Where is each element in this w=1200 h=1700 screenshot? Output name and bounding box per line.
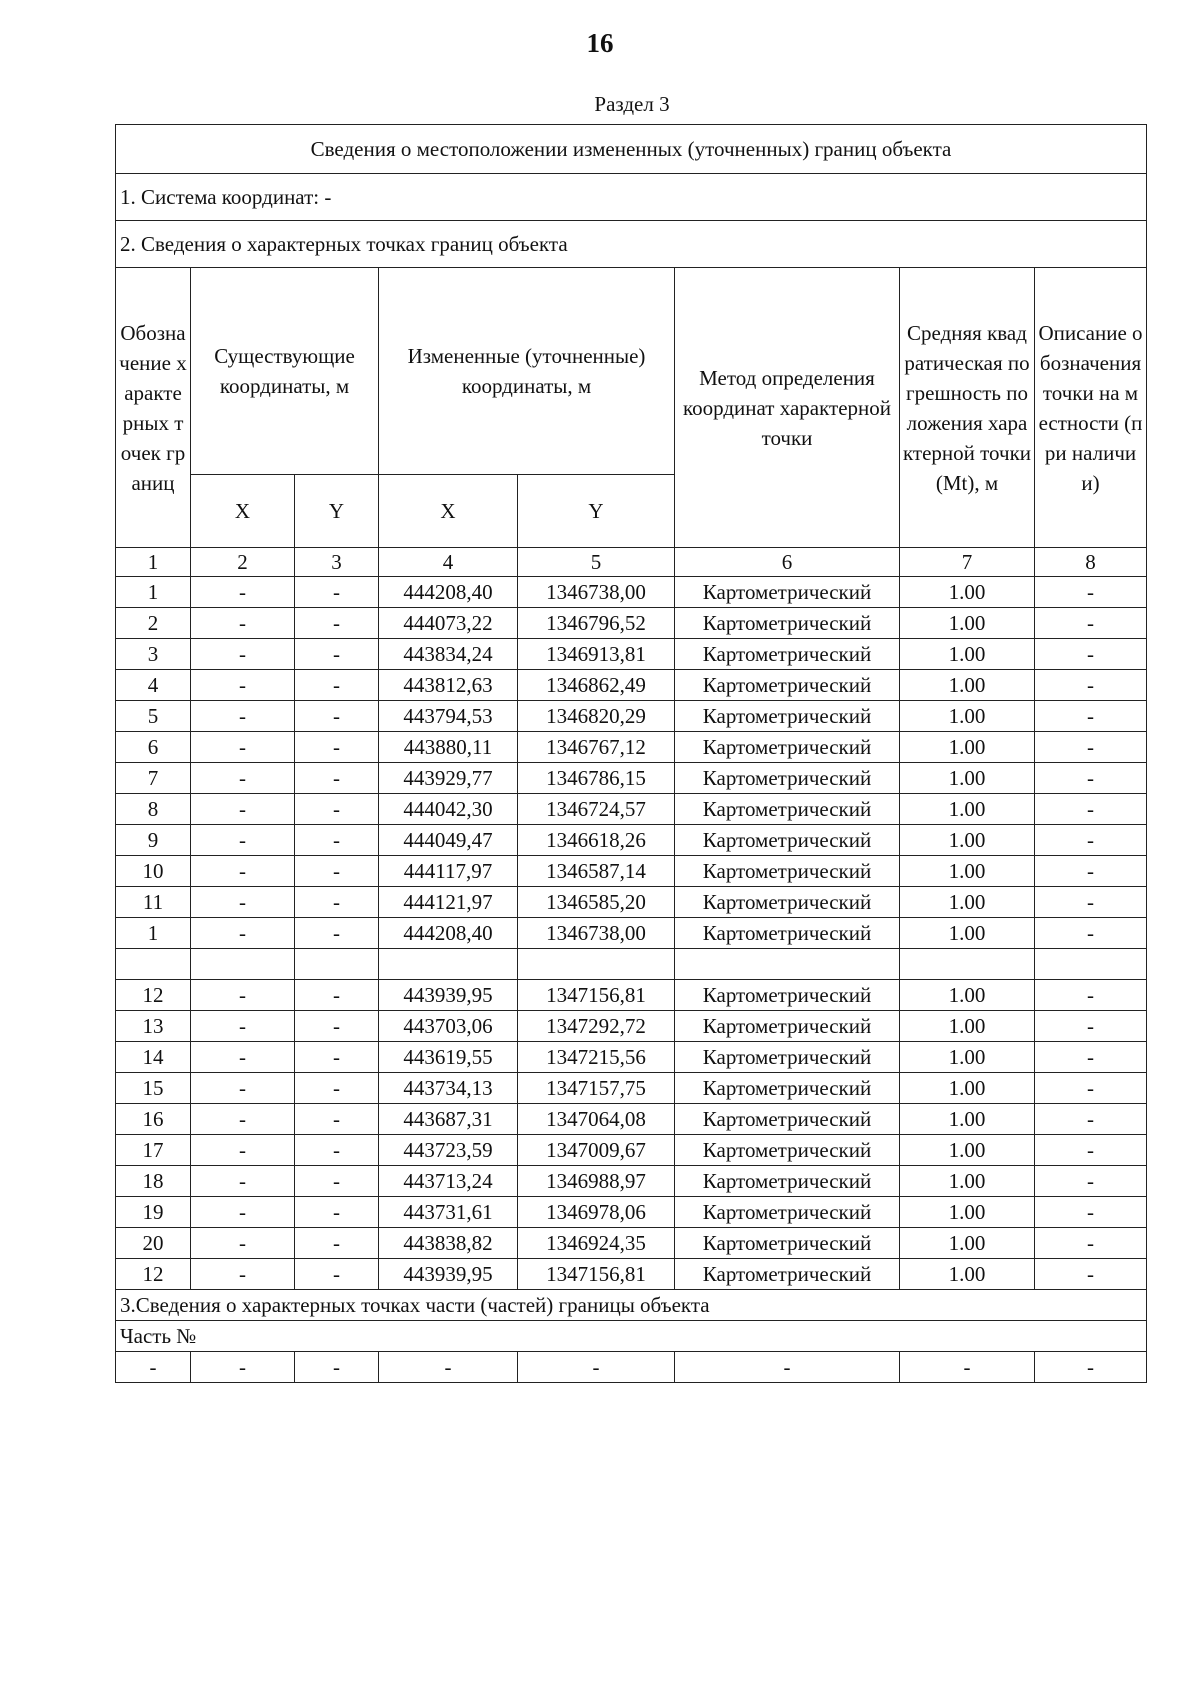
cell-mean-error: 1.00: [900, 1228, 1035, 1259]
cell-point-id: 19: [116, 1197, 191, 1228]
cell-point-id: 2: [116, 608, 191, 639]
table-row: [116, 639, 1147, 670]
header-existing-y: Y: [295, 475, 379, 548]
cell-existing-x: -: [191, 701, 295, 732]
table-row: [116, 856, 1147, 887]
cell-existing-y: -: [295, 1073, 379, 1104]
cell-changed-y: 1346767,12: [518, 732, 675, 763]
cell-point-id: 5: [116, 701, 191, 732]
cell-changed-x: 443939,95: [379, 1259, 518, 1290]
cell-existing-y: -: [295, 577, 379, 608]
cell-changed-y: 1347292,72: [518, 1011, 675, 1042]
cell-description: -: [1035, 1259, 1147, 1290]
section-label: Раздел 3: [594, 92, 670, 116]
cell-description: -: [1035, 1135, 1147, 1166]
cell-mean-error: 7: [900, 548, 1035, 577]
cell-point-id: 17: [116, 1135, 191, 1166]
cell-changed-y: 5: [518, 548, 675, 577]
cell-changed-y: 1346862,49: [518, 670, 675, 701]
parts-heading: 3.Сведения о характерных точках части (частей) границы объекта: [116, 1290, 1147, 1321]
cell-method: Картометрический: [675, 856, 900, 887]
cell-changed-y: 1346820,29: [518, 701, 675, 732]
cell-method: Картометрический: [675, 825, 900, 856]
cell-description: -: [1035, 577, 1147, 608]
cell-description: -: [1035, 1104, 1147, 1135]
cell-existing-x: -: [191, 887, 295, 918]
cell-changed-x: 443929,77: [379, 763, 518, 794]
cell-method: Картометрический: [675, 1073, 900, 1104]
cell-point-id: -: [116, 1352, 191, 1383]
cell-existing-x: -: [191, 1073, 295, 1104]
cell-point-id: 1: [116, 918, 191, 949]
cell-changed-x: 444042,30: [379, 794, 518, 825]
separator-row: [116, 949, 1147, 980]
header-description: Описание обозначения точки на местности (при наличии): [1035, 268, 1147, 548]
cell-point-id: 14: [116, 1042, 191, 1073]
cell-point-id: 6: [116, 732, 191, 763]
cell-method: Картометрический: [675, 1259, 900, 1290]
cell-changed-y: 1346585,20: [518, 887, 675, 918]
cell-changed-y: 1346738,00: [518, 918, 675, 949]
cell-existing-y: -: [295, 856, 379, 887]
cell-method: Картометрический: [675, 732, 900, 763]
parts-row: [116, 1352, 1147, 1383]
page-number: 16: [586, 28, 614, 58]
cell-method: Картометрический: [675, 918, 900, 949]
cell-description: -: [1035, 856, 1147, 887]
cell-mean-error: 1.00: [900, 1073, 1035, 1104]
cell-method: Картометрический: [675, 1042, 900, 1073]
cell-point-id: 10: [116, 856, 191, 887]
boundary-points-table: [115, 124, 1147, 1383]
cell-changed-x: 444121,97: [379, 887, 518, 918]
header-point-designation: Обозначение характерных точек границ: [116, 268, 191, 548]
cell-existing-y: 3: [295, 548, 379, 577]
cell-mean-error: 1.00: [900, 639, 1035, 670]
cell-existing-y: -: [295, 763, 379, 794]
cell-method: Картометрический: [675, 670, 900, 701]
cell-mean-error: 1.00: [900, 670, 1035, 701]
cell-changed-x: 443713,24: [379, 1166, 518, 1197]
cell-mean-error: 1.00: [900, 577, 1035, 608]
cell-changed-y: 1346978,06: [518, 1197, 675, 1228]
cell-description: -: [1035, 670, 1147, 701]
cell-existing-x: -: [191, 608, 295, 639]
cell-existing-y: -: [295, 608, 379, 639]
cell-point-id: 9: [116, 825, 191, 856]
cell-existing-y: -: [295, 794, 379, 825]
table-row: [116, 1135, 1147, 1166]
cell-changed-x: 443838,82: [379, 1228, 518, 1259]
table-row: [116, 1073, 1147, 1104]
cell-changed-y: 1346786,15: [518, 763, 675, 794]
header-mean-error: Средняя квадратическая погрешность положения характерной точки (Mt), м: [900, 268, 1035, 548]
cell-method: Картометрический: [675, 1228, 900, 1259]
cell-changed-x: 443619,55: [379, 1042, 518, 1073]
part-number-label: Часть №: [116, 1321, 1147, 1352]
cell-changed-y: -: [518, 1352, 675, 1383]
cell-mean-error: 1.00: [900, 825, 1035, 856]
cell-changed-x: 444208,40: [379, 918, 518, 949]
cell-method: Картометрический: [675, 887, 900, 918]
cell-changed-y: 1346924,35: [518, 1228, 675, 1259]
cell-changed-x: 443731,61: [379, 1197, 518, 1228]
cell-existing-y: -: [295, 887, 379, 918]
cell-changed-x: 443834,24: [379, 639, 518, 670]
table-row: [116, 887, 1147, 918]
header-changed-y: Y: [518, 475, 675, 548]
cell-existing-x: -: [191, 577, 295, 608]
column-number-row: [116, 548, 1147, 577]
cell-method: Картометрический: [675, 1135, 900, 1166]
cell-point-id: 7: [116, 763, 191, 794]
cell-mean-error: 1.00: [900, 794, 1035, 825]
cell-point-id: 4: [116, 670, 191, 701]
cell-description: -: [1035, 980, 1147, 1011]
cell-existing-y: -: [295, 825, 379, 856]
cell-description: -: [1035, 701, 1147, 732]
cell-changed-x: 443939,95: [379, 980, 518, 1011]
cell-mean-error: 1.00: [900, 1166, 1035, 1197]
table-row: [116, 825, 1147, 856]
cell-existing-x: -: [191, 918, 295, 949]
cell-mean-error: 1.00: [900, 918, 1035, 949]
cell-mean-error: 1.00: [900, 1042, 1035, 1073]
cell-existing-x: -: [191, 856, 295, 887]
cell-point-id: 11: [116, 887, 191, 918]
cell-existing-x: -: [191, 1259, 295, 1290]
table-row: [116, 732, 1147, 763]
table-row: [116, 1197, 1147, 1228]
cell-existing-y: -: [295, 1352, 379, 1383]
cell-existing-x: -: [191, 639, 295, 670]
cell-description: -: [1035, 1352, 1147, 1383]
cell-mean-error: 1.00: [900, 980, 1035, 1011]
cell-changed-y: 1346724,57: [518, 794, 675, 825]
cell-changed-y: 1347156,81: [518, 980, 675, 1011]
cell-existing-x: -: [191, 1197, 295, 1228]
cell-description: -: [1035, 608, 1147, 639]
cell-description: -: [1035, 1073, 1147, 1104]
cell-point-id: 18: [116, 1166, 191, 1197]
cell-changed-x: 443687,31: [379, 1104, 518, 1135]
cell-point-id: 1: [116, 577, 191, 608]
cell-changed-x: 443723,59: [379, 1135, 518, 1166]
header-existing-coordinates: Существующие координаты, м: [191, 268, 379, 475]
table-row: [116, 670, 1147, 701]
cell-existing-y: -: [295, 701, 379, 732]
cell-method: Картометрический: [675, 763, 900, 794]
cell-existing-x: -: [191, 1042, 295, 1073]
cell-point-id: 3: [116, 639, 191, 670]
cell-mean-error: 1.00: [900, 763, 1035, 794]
table-row: [116, 763, 1147, 794]
cell-method: Картометрический: [675, 701, 900, 732]
cell-existing-x: -: [191, 1352, 295, 1383]
cell-mean-error: 1.00: [900, 887, 1035, 918]
cell-existing-x: -: [191, 1104, 295, 1135]
cell-existing-x: -: [191, 980, 295, 1011]
cell-description: -: [1035, 763, 1147, 794]
cell-description: -: [1035, 918, 1147, 949]
cell-changed-x: -: [379, 1352, 518, 1383]
cell-existing-y: -: [295, 1011, 379, 1042]
cell-existing-x: -: [191, 670, 295, 701]
cell-changed-y: 1347157,75: [518, 1073, 675, 1104]
cell-existing-x: -: [191, 732, 295, 763]
cell-changed-x: 4: [379, 548, 518, 577]
cell-existing-x: -: [191, 1011, 295, 1042]
table-row: [116, 701, 1147, 732]
cell-method: Картометрический: [675, 1011, 900, 1042]
cell-description: 8: [1035, 548, 1147, 577]
cell-mean-error: 1.00: [900, 856, 1035, 887]
header-changed-coordinates: Измененные (уточненные) координаты, м: [379, 268, 675, 475]
cell-mean-error: 1.00: [900, 1197, 1035, 1228]
cell-existing-y: -: [295, 670, 379, 701]
cell-changed-x: 443794,53: [379, 701, 518, 732]
cell-description: -: [1035, 887, 1147, 918]
cell-existing-y: -: [295, 1259, 379, 1290]
table-row: [116, 1166, 1147, 1197]
cell-changed-y: 1346587,14: [518, 856, 675, 887]
cell-changed-x: 444049,47: [379, 825, 518, 856]
cell-changed-y: 1347009,67: [518, 1135, 675, 1166]
cell-mean-error: 1.00: [900, 1104, 1035, 1135]
cell-method: Картометрический: [675, 608, 900, 639]
cell-point-id: 13: [116, 1011, 191, 1042]
header-existing-x: X: [191, 475, 295, 548]
cell-existing-y: -: [295, 639, 379, 670]
cell-point-id: 8: [116, 794, 191, 825]
cell-description: -: [1035, 794, 1147, 825]
cell-point-id: 15: [116, 1073, 191, 1104]
header-method: Метод определения координат характерной точки: [675, 268, 900, 548]
cell-existing-x: -: [191, 794, 295, 825]
table-row: [116, 794, 1147, 825]
cell-method: 6: [675, 548, 900, 577]
cell-existing-x: -: [191, 1135, 295, 1166]
cell-changed-y: 1347215,56: [518, 1042, 675, 1073]
cell-changed-x: 444208,40: [379, 577, 518, 608]
header-changed-x: X: [379, 475, 518, 548]
cell-point-id: 12: [116, 980, 191, 1011]
cell-changed-x: 443734,13: [379, 1073, 518, 1104]
cell-description: -: [1035, 1197, 1147, 1228]
cell-mean-error: 1.00: [900, 701, 1035, 732]
cell-mean-error: 1.00: [900, 1259, 1035, 1290]
cell-changed-y: 1346988,97: [518, 1166, 675, 1197]
cell-existing-x: -: [191, 825, 295, 856]
cell-mean-error: 1.00: [900, 732, 1035, 763]
table-row: [116, 577, 1147, 608]
cell-description: -: [1035, 732, 1147, 763]
cell-method: Картометрический: [675, 639, 900, 670]
cell-existing-x: -: [191, 1228, 295, 1259]
cell-method: Картометрический: [675, 980, 900, 1011]
table-row: [116, 1228, 1147, 1259]
cell-existing-y: -: [295, 1135, 379, 1166]
cell-description: -: [1035, 1011, 1147, 1042]
cell-point-id: 1: [116, 548, 191, 577]
cell-mean-error: 1.00: [900, 1135, 1035, 1166]
cell-changed-x: 443812,63: [379, 670, 518, 701]
cell-existing-y: -: [295, 980, 379, 1011]
coordinate-system: 1. Система координат: -: [116, 174, 1147, 221]
cell-existing-y: -: [295, 1228, 379, 1259]
cell-changed-x: 443880,11: [379, 732, 518, 763]
cell-changed-x: 444073,22: [379, 608, 518, 639]
cell-method: Картометрический: [675, 1166, 900, 1197]
cell-existing-x: 2: [191, 548, 295, 577]
cell-mean-error: 1.00: [900, 608, 1035, 639]
cell-changed-y: 1346738,00: [518, 577, 675, 608]
cell-changed-x: 444117,97: [379, 856, 518, 887]
cell-point-id: 12: [116, 1259, 191, 1290]
cell-changed-y: 1346618,26: [518, 825, 675, 856]
table-title: Сведения о местоположении измененных (уточненных) границ объекта: [116, 125, 1147, 174]
table-row: [116, 1011, 1147, 1042]
cell-existing-y: -: [295, 1104, 379, 1135]
cell-existing-y: -: [295, 1042, 379, 1073]
table-row: [116, 1259, 1147, 1290]
cell-method: Картометрический: [675, 1104, 900, 1135]
cell-existing-x: -: [191, 763, 295, 794]
table-row: [116, 918, 1147, 949]
cell-existing-y: -: [295, 1166, 379, 1197]
cell-description: -: [1035, 1166, 1147, 1197]
cell-point-id: 20: [116, 1228, 191, 1259]
cell-mean-error: -: [900, 1352, 1035, 1383]
cell-changed-y: 1347156,81: [518, 1259, 675, 1290]
table-row: [116, 608, 1147, 639]
table-row: [116, 1042, 1147, 1073]
cell-method: Картометрический: [675, 577, 900, 608]
cell-method: Картометрический: [675, 794, 900, 825]
cell-description: -: [1035, 825, 1147, 856]
cell-existing-y: -: [295, 732, 379, 763]
cell-changed-y: 1346913,81: [518, 639, 675, 670]
cell-mean-error: 1.00: [900, 1011, 1035, 1042]
cell-method: -: [675, 1352, 900, 1383]
points-heading: 2. Сведения о характерных точках границ объекта: [116, 221, 1147, 268]
cell-existing-x: -: [191, 1166, 295, 1197]
cell-existing-y: -: [295, 1197, 379, 1228]
cell-changed-x: 443703,06: [379, 1011, 518, 1042]
table-row: [116, 1104, 1147, 1135]
cell-changed-y: 1346796,52: [518, 608, 675, 639]
table-row: [116, 980, 1147, 1011]
cell-existing-y: -: [295, 918, 379, 949]
cell-changed-y: 1347064,08: [518, 1104, 675, 1135]
cell-method: Картометрический: [675, 1197, 900, 1228]
cell-description: -: [1035, 1228, 1147, 1259]
cell-description: -: [1035, 639, 1147, 670]
cell-description: -: [1035, 1042, 1147, 1073]
cell-point-id: 16: [116, 1104, 191, 1135]
